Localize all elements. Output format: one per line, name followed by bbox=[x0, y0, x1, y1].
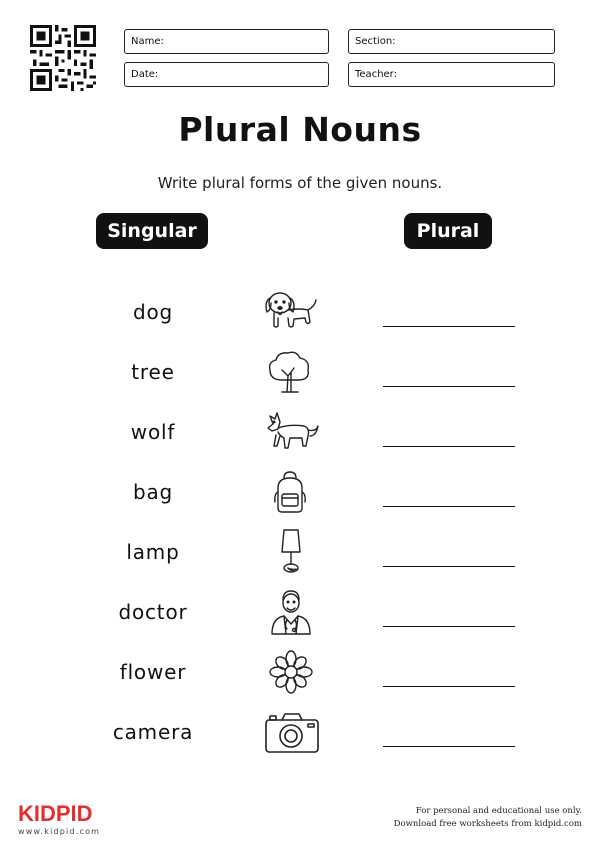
footer-line-2: Download free worksheets from kidpid.com bbox=[393, 819, 582, 829]
doctor-icon bbox=[260, 588, 322, 636]
page-title: Plural Nouns bbox=[178, 110, 422, 149]
qr-code bbox=[30, 25, 96, 91]
instructions: Write plural forms of the given nouns. bbox=[157, 174, 443, 192]
list-item bbox=[0, 708, 600, 768]
teacher-field[interactable]: Teacher: bbox=[348, 62, 555, 87]
list-item bbox=[0, 588, 600, 648]
answer-line[interactable] bbox=[383, 566, 515, 567]
answer-line[interactable] bbox=[383, 686, 515, 687]
answer-line[interactable] bbox=[383, 746, 515, 747]
singular-header: Singular bbox=[96, 213, 208, 249]
answer-line[interactable] bbox=[383, 446, 515, 447]
singular-word: tree bbox=[131, 360, 175, 384]
list-item bbox=[0, 408, 600, 468]
singular-word: dog bbox=[132, 300, 174, 324]
date-field[interactable]: Date: bbox=[124, 62, 329, 87]
singular-word: bag bbox=[132, 480, 174, 504]
kidpid-logo bbox=[18, 801, 98, 825]
list-item bbox=[0, 528, 600, 588]
list-item bbox=[0, 288, 600, 348]
section-field[interactable]: Section: bbox=[348, 29, 555, 54]
singular-word: lamp bbox=[126, 540, 180, 564]
lamp-icon bbox=[260, 528, 322, 576]
singular-word: wolf bbox=[130, 420, 176, 444]
wolf-icon bbox=[260, 408, 322, 456]
answer-line[interactable] bbox=[383, 626, 515, 627]
plural-header: Plural bbox=[404, 213, 492, 249]
dog-icon bbox=[260, 288, 322, 336]
answer-line[interactable] bbox=[383, 506, 515, 507]
logo-url: www.kidpid.com bbox=[18, 827, 101, 836]
name-field[interactable]: Name: bbox=[124, 29, 329, 54]
camera-icon bbox=[260, 708, 322, 756]
singular-word: flower bbox=[119, 660, 187, 684]
backpack-icon bbox=[260, 468, 322, 516]
list-item bbox=[0, 648, 600, 708]
singular-word: camera bbox=[112, 720, 194, 744]
list-item bbox=[0, 468, 600, 528]
flower-icon bbox=[260, 648, 322, 696]
tree-icon bbox=[260, 348, 322, 396]
answer-line[interactable] bbox=[383, 326, 515, 327]
footer-note bbox=[394, 805, 582, 831]
svg-text:KIDPID: KIDPID bbox=[18, 801, 93, 825]
footer-line-1: For personal and educational use only. bbox=[415, 806, 582, 816]
list-item bbox=[0, 348, 600, 408]
singular-word: doctor bbox=[118, 600, 188, 624]
answer-line[interactable] bbox=[383, 386, 515, 387]
